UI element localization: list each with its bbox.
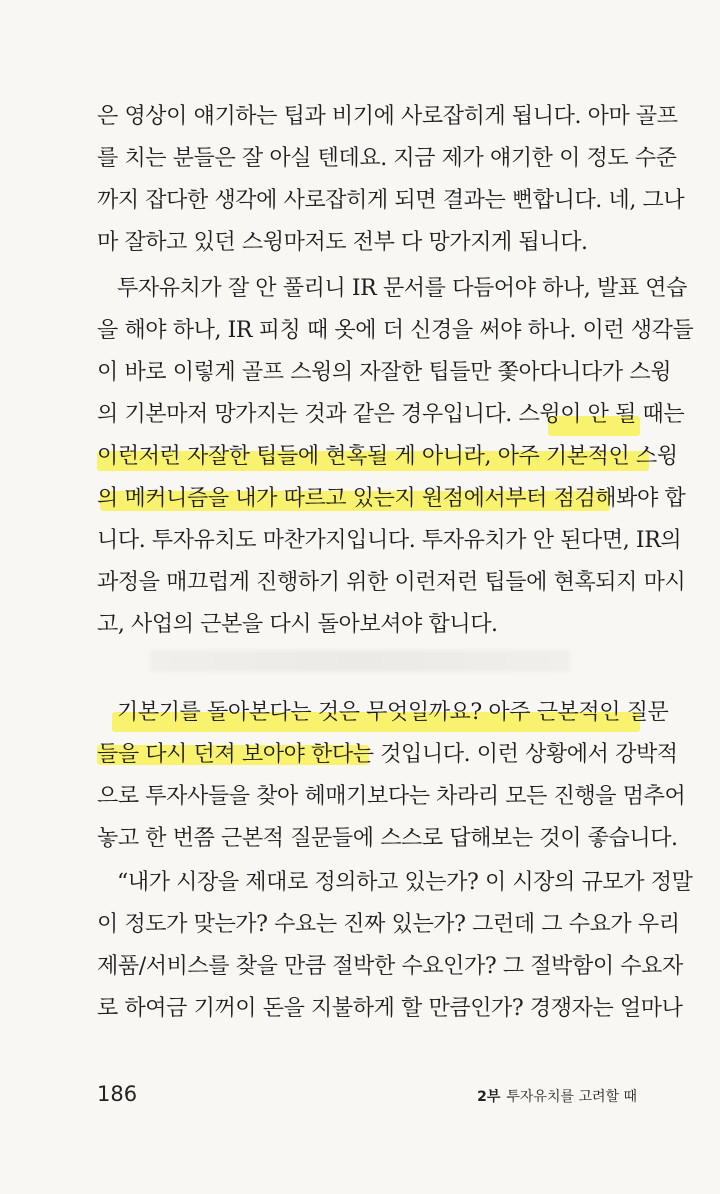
text-segment: 의 기본마저 망가지는 것과 같은 경우입니다. 스윙이 bbox=[97, 402, 588, 427]
running-footer bbox=[477, 1086, 637, 1106]
highlighted-text-line: 기본기를 돌아본다는 것은 무엇일까요? 아주 근본적인 질문 bbox=[117, 700, 669, 725]
text-line: “내가 시장을 제대로 정의하고 있는가? 이 시장의 규모가 정말 bbox=[117, 870, 693, 895]
text-line: 제품/서비스를 찾을 만큼 절박한 수요인가? 그 절박함이 수요자 bbox=[97, 954, 683, 979]
text-line bbox=[97, 398, 685, 432]
text-line: 이 정도가 맞는가? 수요는 진짜 있는가? 그런데 그 수요가 우리 bbox=[97, 912, 680, 937]
text-segment: 합 bbox=[657, 486, 686, 511]
text-line: 놓고 한 번쯤 근본적 질문들에 스스로 답해보는 것이 좋습니다. bbox=[97, 826, 678, 851]
text-line bbox=[97, 738, 678, 772]
text-line: 투자유치가 잘 안 풀리니 IR 문서를 다듬어야 하나, 발표 연습 bbox=[117, 276, 687, 301]
text-line: 고, 사업의 근본을 다시 돌아보셔야 합니다. bbox=[97, 612, 498, 637]
highlighted-text: 안 될 때는 bbox=[587, 402, 685, 427]
highlighted-text-line: 이런저런 자잘한 팁들에 현혹될 게 아니라, 아주 기본적인 스윙 bbox=[97, 444, 678, 469]
text-line: 을 해야 하나, IR 피칭 때 옷에 더 신경을 써야 하나. 이런 생각들 bbox=[97, 318, 694, 343]
text-line: 은 영상이 얘기하는 팁과 비기에 사로잡히게 됩니다. 아마 골프 bbox=[97, 104, 678, 129]
show-through-text bbox=[150, 650, 570, 672]
text-line bbox=[97, 482, 686, 516]
highlighted-text: 의 메커니즘을 내가 따르고 있는지 원점에서부터 점검해봐야 bbox=[97, 486, 658, 511]
text-line: 니다. 투자유치도 마찬가지입니다. 투자유치가 안 된다면, IR의 bbox=[97, 528, 682, 553]
highlighted-text: 들을 다시 던져 보아야 한다는 것 bbox=[97, 742, 402, 767]
section-title: 투자유치를 고려할 때 bbox=[506, 1089, 637, 1105]
text-line: 로 하여금 기꺼이 돈을 지불하게 할 만큼인가? 경쟁자는 얼마나 bbox=[97, 996, 683, 1021]
part-label: 2부 bbox=[477, 1089, 501, 1105]
text-line: 으로 투자사들을 찾아 헤매기보다는 차라리 모든 진행을 멈추어 bbox=[97, 784, 686, 809]
text-line: 과정을 매끄럽게 진행하기 위한 이런저런 팁들에 현혹되지 마시 bbox=[97, 570, 686, 595]
text-line: 마 잘하고 있던 스윙마저도 전부 다 망가지게 됩니다. bbox=[97, 230, 588, 255]
text-segment: 입니다. 이런 상황에서 강박적 bbox=[401, 742, 678, 767]
page-number: 186 bbox=[97, 1082, 138, 1106]
text-line: 이 바로 이렇게 골프 스윙의 자잘한 팁들만 쫓아다니다가 스윙 bbox=[97, 360, 672, 385]
text-line: 를 치는 분들은 잘 아실 텐데요. 지금 제가 얘기한 이 정도 수준 bbox=[97, 146, 677, 171]
text-line: 까지 잡다한 생각에 사로잡히게 되면 결과는 뻔합니다. 네, 그나 bbox=[97, 188, 685, 213]
